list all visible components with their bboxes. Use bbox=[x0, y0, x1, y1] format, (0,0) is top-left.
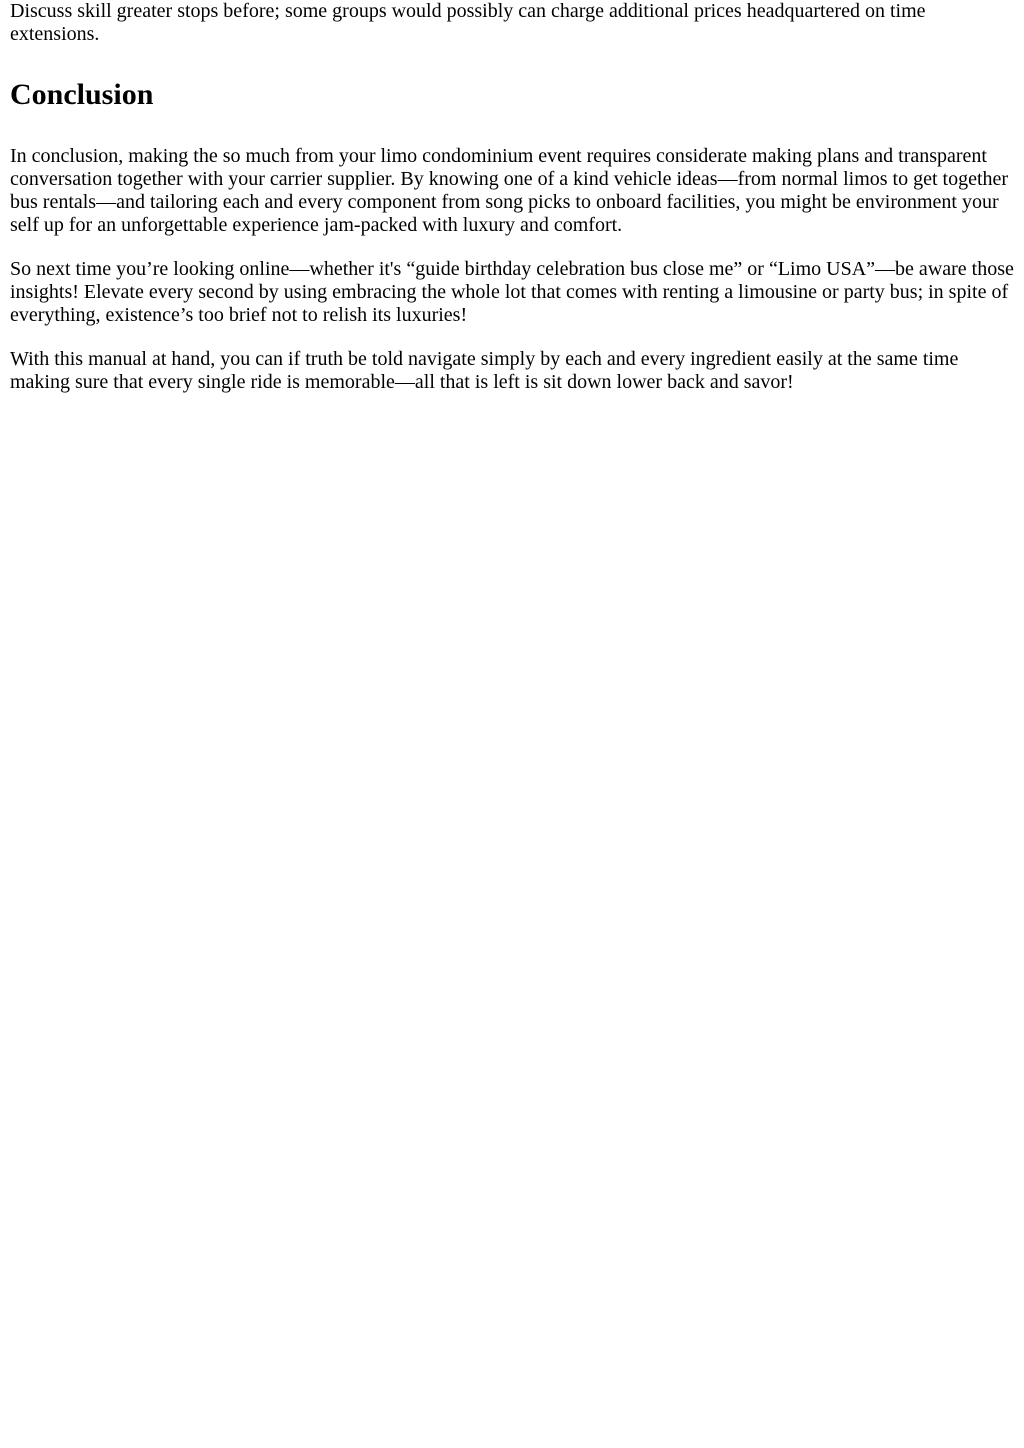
intro-paragraph: Discuss skill greater stops before; some groups would possibly can charge additional prices headquartered on time extensions. bbox=[10, 0, 926, 45]
conclusion-paragraph-1: In conclusion, making the so much from your limo condominium event requires considerate making plans and transparent conversation together with your carrier supplier. By knowing one of a kind vehicle ideas—from normal limos to get together bus rentals—and tailoring each and every component from song picks to onboard facilities, you might be environment your self up for an unforgettable experience jam-packed with luxury and comfort. bbox=[10, 145, 1009, 236]
conclusion-paragraph-3: With this manual at hand, you can if truth be told navigate simply by each and every ingredient easily at the same time making sure that every single ride is memorable—all that is left is sit down lower back and savor! bbox=[10, 348, 959, 393]
conclusion-paragraph-2: So next time you’re looking online—whether it's “guide birthday celebration bus close me” or “Limo USA”—be aware those insights! Elevate every second by using embracing the whole lot that comes with renting a limousine or party bus; in spite of everything, existence’s too brief not to relish its luxuries! bbox=[10, 258, 1014, 326]
article-content bbox=[0, 0, 1024, 394]
conclusion-heading: Conclusion bbox=[10, 78, 154, 111]
